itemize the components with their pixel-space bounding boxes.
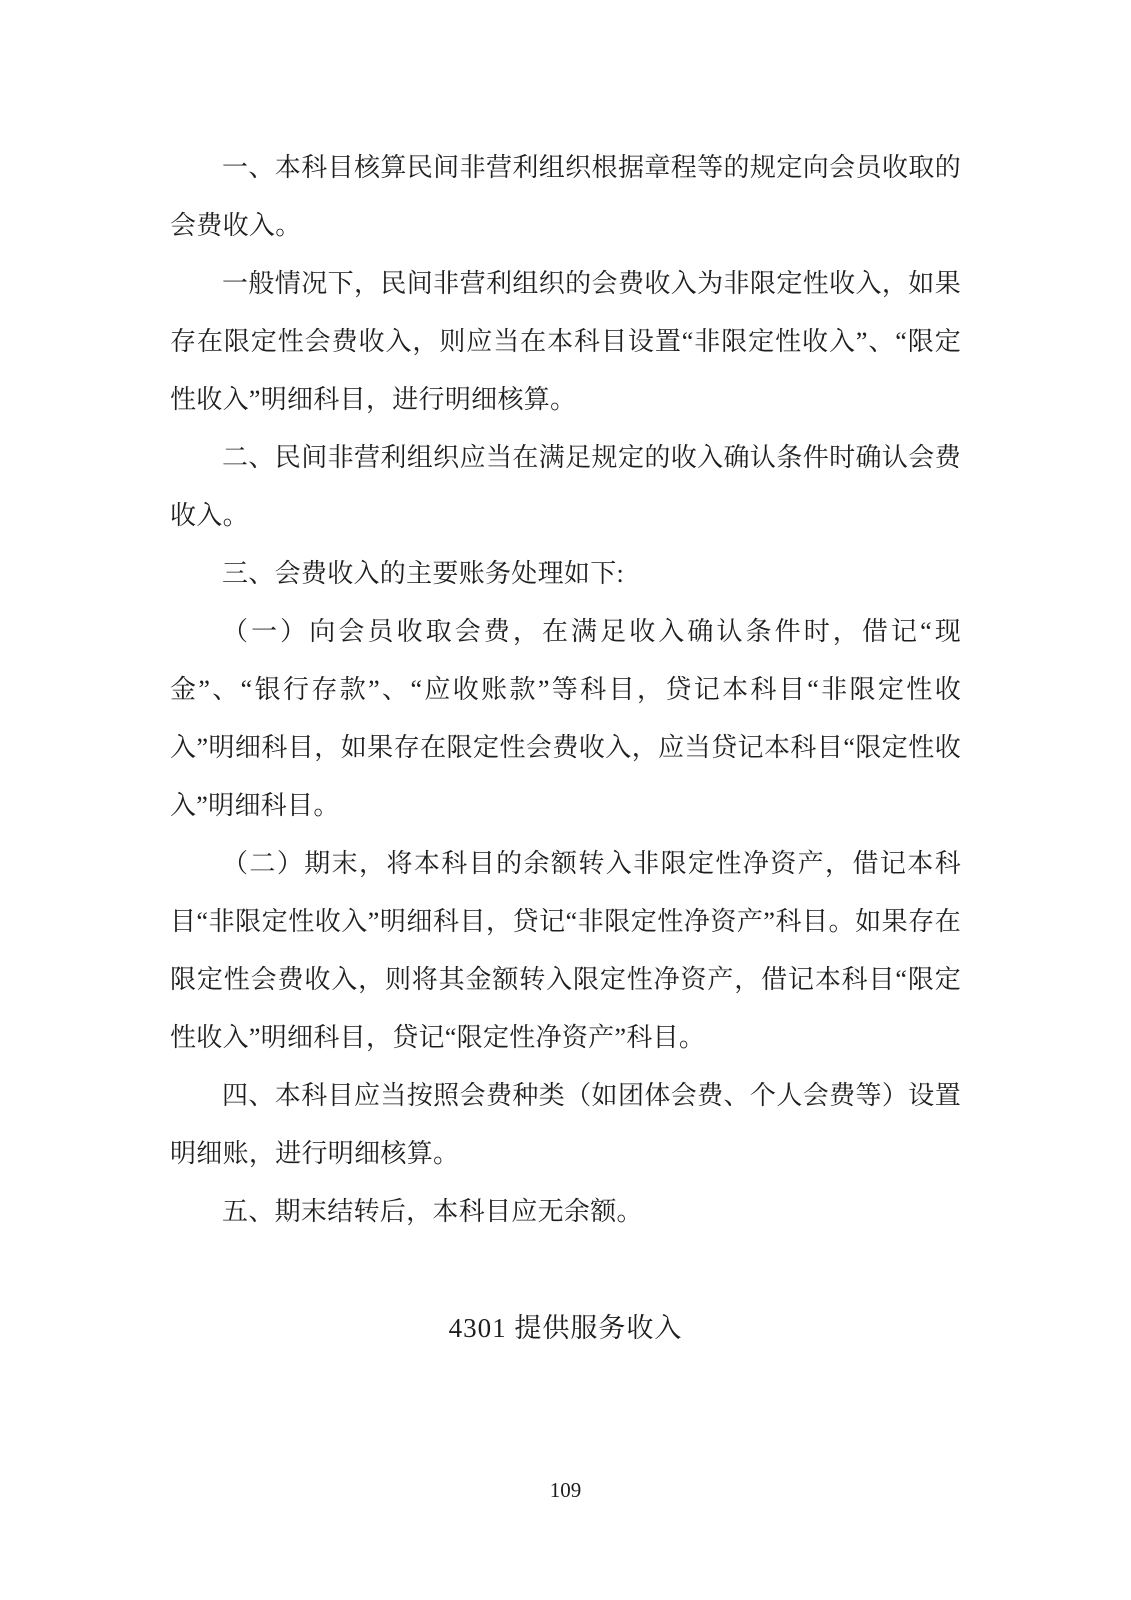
section-heading: 4301 提供服务收入 xyxy=(448,1313,683,1343)
paragraph: 四、本科目应当按照会费种类（如团体会费、个人会费等）设置明细账，进行明细核算。 xyxy=(170,1081,961,1168)
paragraph: 二、民间非营利组织应当在满足规定的收入确认条件时确认会费收入。 xyxy=(170,443,961,530)
paragraph: 一般情况下，民间非营利组织的会费收入为非限定性收入，如果存在限定性会费收入，则应当在本科目设置“非限定性收入”、“限定性收入”明细科目，进行明细核算。 xyxy=(170,269,961,414)
paragraph: 一、本科目核算民间非营利组织根据章程等的规定向会员收取的会费收入。 xyxy=(170,153,961,240)
page-number: 109 xyxy=(549,1478,582,1502)
paragraph: 三、会费收入的主要账务处理如下: xyxy=(222,559,625,588)
paragraph: 五、期末结转后，本科目应无余额。 xyxy=(222,1197,643,1226)
document-body xyxy=(170,139,961,1241)
paragraph: （二）期末，将本科目的余额转入非限定性净资产，借记本科目“非限定性收入”明细科目，贷记“非限定性净资产”科目。如果存在限定性会费收入，则将其金额转入限定性净资产，借记本科目“限定性收入”明细科目，贷记“限定性净资产”科目。 xyxy=(170,849,961,1052)
paragraph: （一）向会员收取会费，在满足收入确认条件时，借记“现金”、“银行存款”、“应收账款”等科目，贷记本科目“非限定性收入”明细科目，如果存在限定性会费收入，应当贷记本科目“限定性收入”明细科目。 xyxy=(170,617,961,820)
